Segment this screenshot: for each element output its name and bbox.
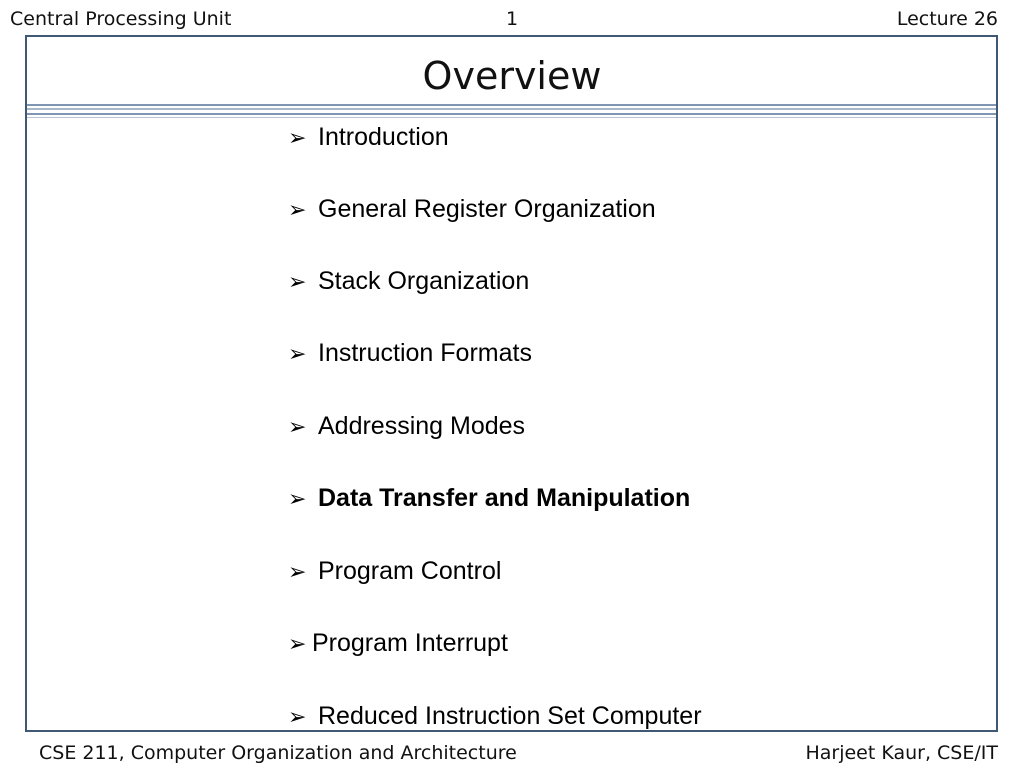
topic-item	[288, 336, 532, 370]
arrow-bullet-icon: ➢	[288, 704, 307, 729]
topic-label: Addressing Modes	[318, 412, 526, 440]
arrow-bullet-icon: ➢	[288, 559, 307, 584]
arrow-bullet-icon: ➢	[288, 269, 307, 294]
topic-label: Reduced Instruction Set Computer	[318, 702, 702, 730]
topic-label: Program Control	[318, 557, 502, 585]
title-divider-line	[27, 117, 996, 118]
title-divider-line	[27, 108, 996, 110]
topic-item	[288, 264, 529, 298]
slide-frame	[25, 35, 998, 732]
arrow-bullet-icon: ➢	[288, 486, 307, 511]
header-course-topic: Central Processing Unit	[10, 8, 232, 30]
footer-author: Harjeet Kaur, CSE/IT	[805, 742, 998, 764]
topic-item-current	[288, 481, 690, 515]
arrow-bullet-icon: ➢	[288, 341, 307, 366]
header-lecture-number: Lecture 26	[896, 8, 998, 30]
arrow-bullet-icon: ➢	[288, 631, 307, 656]
title-divider-line	[27, 104, 996, 106]
topic-label: Instruction Formats	[318, 339, 532, 367]
topic-item	[288, 192, 656, 226]
header-slide-number: 1	[505, 8, 519, 30]
topic-label: Data Transfer and Manipulation	[318, 484, 691, 512]
topic-label: Introduction	[318, 123, 449, 151]
topic-item	[288, 409, 525, 443]
topic-item	[288, 120, 449, 154]
topic-label: Stack Organization	[318, 267, 530, 295]
topic-item	[288, 699, 702, 733]
footer-course-name: CSE 211, Computer Organization and Architecture	[39, 742, 517, 764]
topic-item	[288, 626, 508, 660]
topic-label: Program Interrupt	[312, 629, 508, 657]
arrow-bullet-icon: ➢	[288, 197, 307, 222]
arrow-bullet-icon: ➢	[288, 414, 307, 439]
topic-label: General Register Organization	[318, 195, 656, 223]
arrow-bullet-icon: ➢	[288, 125, 307, 150]
topic-item	[288, 554, 501, 588]
slide-title: Overview	[422, 54, 602, 98]
title-divider-line	[27, 113, 996, 115]
